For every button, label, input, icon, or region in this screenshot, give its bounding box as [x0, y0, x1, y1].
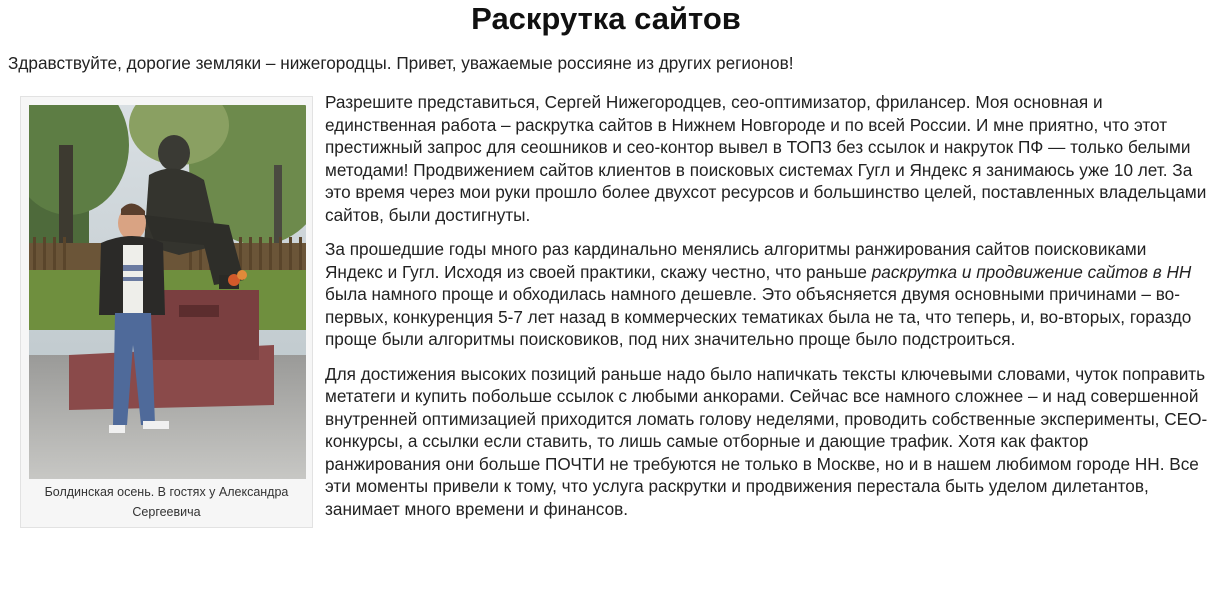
article-body — [8, 90, 1208, 532]
photo-caption: Болдинская осень. В гостях у Александра Сергеевича — [44, 485, 289, 519]
paragraph-history-text-2: была намного проще и обходилась намного дешевле. Это объясняется двумя основными причинами – во-первых, конкуренция 5-7 лет назад в коммерческих тематиках была не та, что теперь, и, во-вторых, гораздо проще были алгоритмы поисковиков, под них значительно проще было подстроиться. — [325, 284, 1192, 349]
paragraph-history-text-1: За прошедшие годы много раз кардинально менялись алгоритмы ранжирования сайтов поисковиками Яндекс и Гугл. Исходя из своей практики, скажу честно, что раньше — [325, 239, 1147, 282]
paragraph-methods: Для достижения высоких позиций раньше надо было напичкать тексты ключевыми словами, чуток поправить метатеги и купить побольше ссылок с любыми анкорами. Сейчас все намного сложнее – и над совершенной внутренней оптимизацией приходится ломать голову неделями, проводить собственные эксперименты, СЕО-конкурсы, а ссылки если ставить, то лишь самые отборные и дающие трафик. Хотя как фактор ранжирования они больше ПОЧТИ не требуются не только в Москве, но и в нашем любимом городе НН. Все эти моменты привели к тому, что услуга раскрутки и продвижения перестала быть уделом дилетантов, занимает много времени и финансов. — [325, 363, 1208, 519]
photo-figure — [20, 96, 313, 528]
intro-greeting: Здравствуйте, дорогие земляки – нижегородцы. Привет, уважаемые россияне из других регионов! — [8, 53, 794, 73]
author-photo — [29, 105, 306, 479]
page-title: Раскрутка сайтов — [471, 1, 741, 36]
paragraph-introduction: Разрешите представиться, Сергей Нижегородцев, сео-оптимизатор, фрилансер. Моя основная и единственная работа – раскрутка сайтов в Нижнем Новгороде и по всей России. И мне приятно, что этот престижный запрос для сеошников и сео-контор вывел в ТОП3 без ссылок и накруток ПФ — только белыми методами! Продвижением сайтов клиентов в поисковых системах Гугл и Яндекс я занимаюсь уже 10 лет. За это время через мои руки прошло более двухсот ресурсов и большинство целей, поставленных владельцами сайтов, были достигнуты. — [325, 92, 1207, 225]
highlighted-keyphrase: раскрутка и продвижение сайтов в НН — [871, 261, 1192, 282]
